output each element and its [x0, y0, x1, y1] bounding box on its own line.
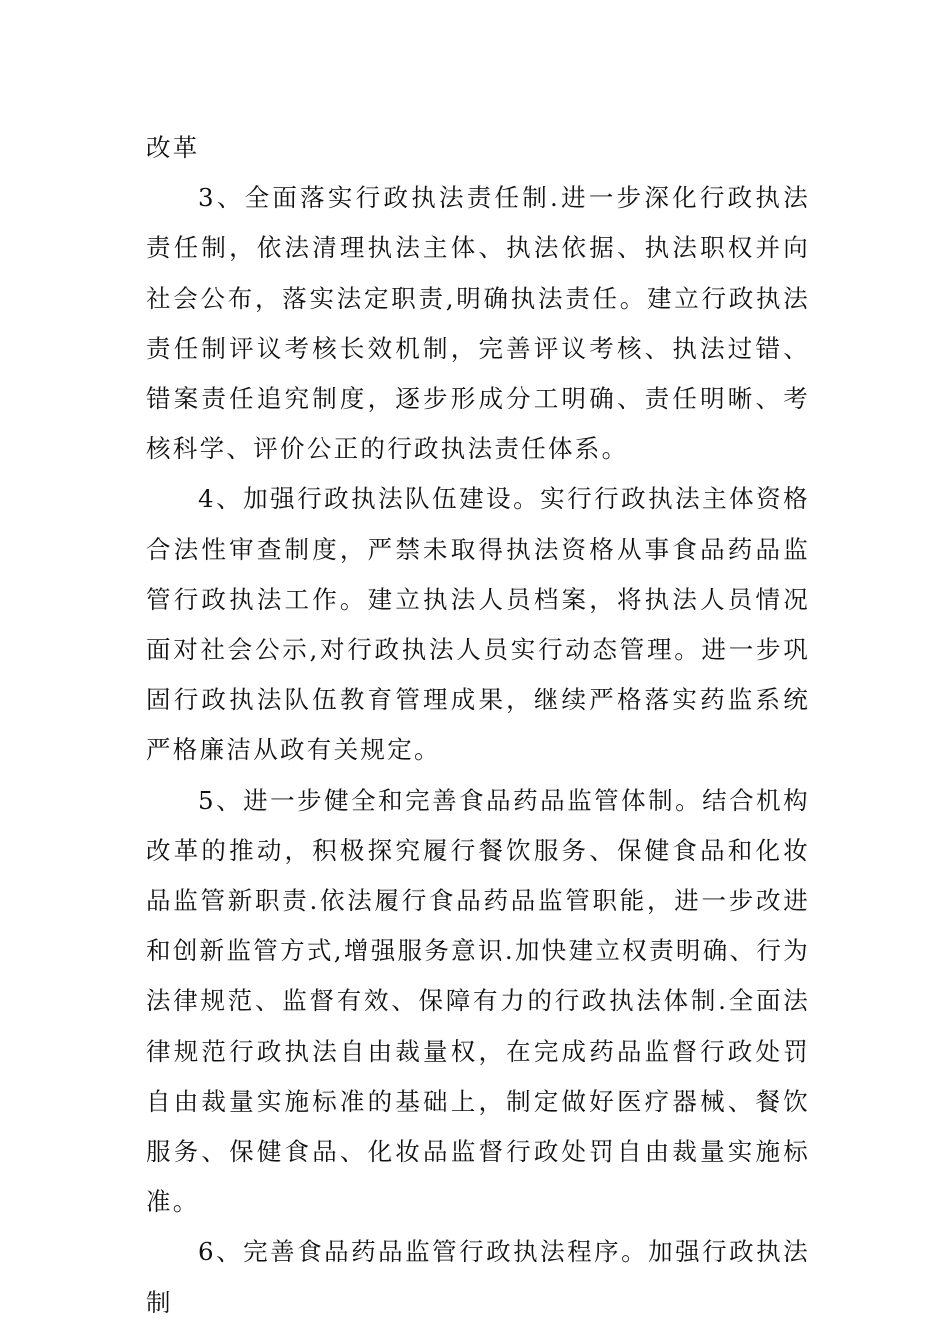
paragraph-item-3: 3、全面落实行政执法责任制.进一步深化行政执法责任制，依法清理执法主体、执法依据、执法职权并向社会公布，落实法定职责,明确执法责任。建立行政执法责任制评议考核长效机制，完善评议考核、执法过错、错案责任追究制度，逐步形成分工明确、责任明晰、考核科学、评价公正的行政执法责任体系。 [146, 183, 810, 464]
paragraph-item-4: 4、加强行政执法队伍建设。实行行政执法主体资格合法性审查制度，严禁未取得执法资格从事食品药品监管行政执法工作。建立执法人员档案，将执法人员情况面对社会公示,对行政执法人员实行动态管理。进一步巩固行政执法队伍教育管理成果，继续严格落实药监系统严格廉洁从政有关规定。 [146, 484, 810, 765]
paragraph-item-5: 5、进一步健全和完善食品药品监管体制。结合机构改革的推动，积极探究履行餐饮服务、保健食品和化妆品监管新职责.依法履行食品药品监管职能，进一步改进和创新监管方式,增强服务意识.加快建立权责明确、行为法律规范、监督有效、保障有力的行政执法体制.全面法律规范行政执法自由裁量权，在完成药品监督行政处罚自由裁量实施标准的基础上，制定做好医疗器械、餐饮服务、保健食品、化妆品监督行政处罚自由裁量实施标准。 [146, 785, 810, 1217]
document-body [146, 123, 810, 1328]
paragraph-item-6: 6、完善食品药品监管行政执法程序。加强行政执法制 [146, 1237, 810, 1317]
paragraph-continuation: 改革 [146, 133, 200, 162]
